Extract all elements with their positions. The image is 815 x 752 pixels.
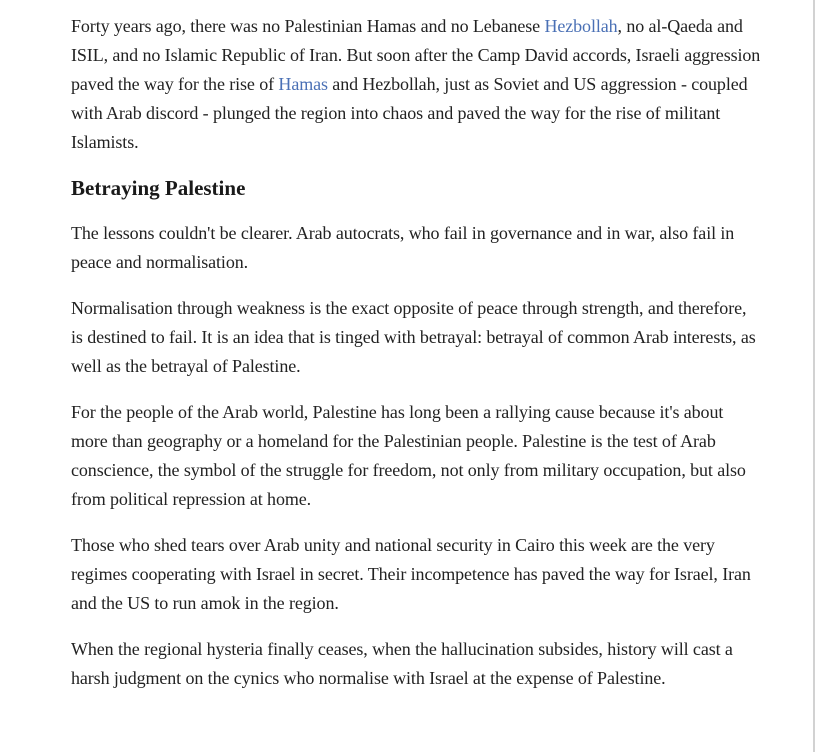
article-body bbox=[71, 12, 761, 710]
section-heading: Betraying Palestine bbox=[71, 176, 246, 200]
paragraph-lessons: The lessons couldn't be clearer. Arab autocrats, who fail in governance and in war, also fail in peace and normalisation. bbox=[71, 223, 735, 272]
paragraph-conclusion: When the regional hysteria finally ceases, when the hallucination subsides, history will cast a harsh judgment on the cynics who normalise with Israel at the expense of Palestine. bbox=[71, 639, 733, 688]
hezbollah-link[interactable]: Hezbollah bbox=[544, 16, 618, 36]
paragraph-intro-text-2: , no al-Qaeda and ISIL, and no Islamic Republic of Iran. But soon after the Camp David accords, Israeli aggression paved the way for the rise of bbox=[71, 16, 761, 94]
paragraph-intro-text-1: Forty years ago, there was no Palestinian Hamas and no Lebanese bbox=[71, 16, 545, 36]
hamas-link[interactable]: Hamas bbox=[278, 74, 328, 94]
paragraph-intro-text-3: and Hezbollah, just as Soviet and US aggression - coupled with Arab discord - plunged the region into chaos and paved the way for the rise of militant Islamists. bbox=[71, 74, 748, 152]
paragraph-cairo: Those who shed tears over Arab unity and national security in Cairo this week are the very regimes cooperating with Israel in secret. Their incompetence has paved the way for Israel, Iran and the US to run amok in the region. bbox=[71, 535, 751, 613]
paragraph-arab-world: For the people of the Arab world, Palestine has long been a rallying cause because it's about more than geography or a homeland for the Palestinian people. Palestine is the test of Arab conscience, the symbol of the struggle for freedom, not only from military occupation, but also from political repression at home. bbox=[71, 402, 746, 509]
paragraph-intro bbox=[71, 12, 761, 157]
paragraph-normalisation: Normalisation through weakness is the exact opposite of peace through strength, and therefore, is destined to fail. It is an idea that is tinged with betrayal: betrayal of common Arab interests, as well as the betrayal of Palestine. bbox=[71, 298, 756, 376]
